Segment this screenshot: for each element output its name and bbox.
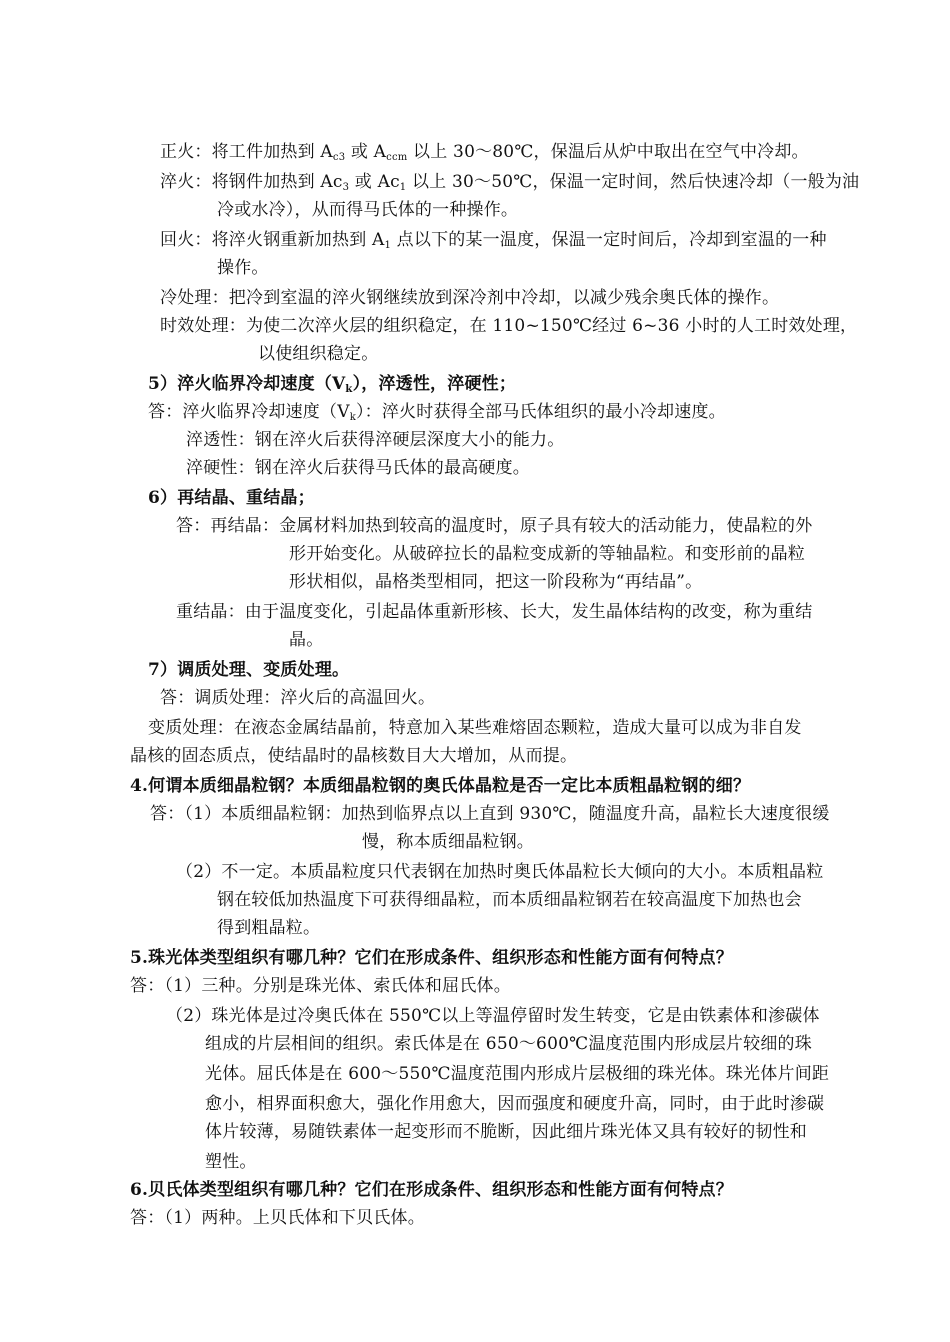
question-5-answer-1: 答：（1）三种。分别是珠光体、索氏体和屈氏体。: [130, 976, 511, 996]
question-5-heading: 5.珠光体类型组织有哪几种？它们在形成条件、组织形态和性能方面有何特点？: [130, 948, 733, 968]
section-6-answer-4: 重结晶：由于温度变化，引起晶体重新形核、长大，发生晶体结构的改变，称为重结: [176, 602, 813, 622]
aging-definition: 时效处理：为使二次淬火层的组织稳定，在 110~150℃经过 6~36 小时的人工时效处理，: [160, 316, 858, 336]
question-4-heading: 4.何谓本质细晶粒钢？本质细晶粒钢的奥氏体晶粒是否一定比本质粗晶粒钢的细？: [130, 776, 751, 796]
tempering-definition: 回火：将淬火钢重新加热到 $A_1$ 点以下的某一温度，保温一定时间后，冷却到室温的一种: [160, 230, 827, 251]
cold-treatment-definition: 冷处理：把冷到室温的淬火钢继续放到深冷剂中冷却，以减少残余奥氏体的操作。: [160, 288, 780, 308]
section-7-answer-1: 答：调质处理：淬火后的高温回火。: [160, 688, 436, 708]
question-5-answer-3: 组成的片层相间的组织。索氏体是在 650～600℃温度范围内形成层片较细的珠: [205, 1034, 812, 1054]
section-7-heading: 7）调质处理、变质处理。: [148, 660, 350, 680]
section-6-heading: 6）再结晶、重结晶；: [148, 488, 315, 508]
section-5-answer-3: 淬硬性：钢在淬火后获得马氏体的最高硬度。: [186, 458, 530, 478]
question-5-answer-4: 光体。屈氏体是在 600～550℃温度范围内形成片层极细的珠光体。珠光体片间距: [205, 1064, 830, 1084]
question-6-answer-1: 答：（1）两种。上贝氏体和下贝氏体。: [130, 1208, 425, 1228]
quenching-definition-continued: 冷或水冷），从而得马氏体的一种操作。: [217, 200, 519, 220]
section-7-answer-2: 变质处理：在液态金属结晶前，特意加入某些难熔固态颗粒，造成大量可以成为非自发: [148, 718, 802, 738]
section-6-answer-2: 形开始变化。从破碎拉长的晶粒变成新的等轴晶粒。和变形前的晶粒: [289, 544, 805, 564]
question-4-answer-3: （2）不一定。本质晶粒度只代表钢在加热时奥氏体晶粒长大倾向的大小。本质粗晶粒: [176, 862, 824, 882]
section-5-answer-2: 淬透性：钢在淬火后获得淬硬层深度大小的能力。: [186, 430, 565, 450]
section-6-answer-1: 答：再结晶：金属材料加热到较高的温度时，原子具有较大的活动能力，使晶粒的外: [176, 516, 813, 536]
question-6-heading: 6.贝氏体类型组织有哪几种？它们在形成条件、组织形态和性能方面有何特点？: [130, 1180, 733, 1200]
question-4-answer-5: 得到粗晶粒。: [217, 918, 321, 938]
question-4-answer-4: 钢在较低加热温度下可获得细晶粒，而本质细晶粒钢若在较高温度下加热也会: [217, 890, 802, 910]
question-5-answer-5: 愈小，相界面积愈大，强化作用愈大，因而强度和硬度升高，同时，由于此时渗碳: [205, 1094, 825, 1114]
section-7-answer-3: 晶核的固态质点，使结晶时的晶核数目大大增加，从而提。: [130, 746, 578, 766]
section-6-answer-5: 晶。: [289, 630, 324, 650]
aging-definition-continued: 以使组织稳定。: [258, 344, 379, 364]
question-4-answer-2: 慢，称本质细晶粒钢。: [362, 832, 534, 852]
tempering-definition-continued: 操作。: [217, 258, 269, 278]
normalizing-definition: 正火：将工件加热到 $A_{c3}$ 或 $A_{ccm}$ 以上 30～80℃，保温后从炉中取出在空气中冷却。: [160, 142, 809, 163]
question-5-answer-2: （2）珠光体是过冷奥氏体在 550℃以上等温停留时发生转变，它是由铁素体和渗碳体: [166, 1006, 820, 1026]
section-5-heading: 5）淬火临界冷却速度$(V_k)$，淬透性，淬硬性；: [148, 374, 517, 395]
question-5-answer-6: 体片较薄，易随铁素体一起变形而不脆断，因此细片珠光体又具有较好的韧性和: [205, 1122, 807, 1142]
quenching-definition: 淬火：将钢件加热到 $Ac_3$ 或 $Ac_1$ 以上 30～50℃，保温一定时间，然后快速冷却（一般为油: [160, 172, 860, 193]
question-5-answer-7: 塑性。: [205, 1152, 257, 1172]
question-4-answer-1: 答：（1）本质细晶粒钢：加热到临界点以上直到 930℃，随温度升高，晶粒长大速度很缓: [150, 804, 830, 824]
section-5-answer-1: 答：淬火临界冷却速度$(V_k)$：淬火时获得全部马氏体组织的最小冷却速度。: [148, 402, 726, 423]
section-6-answer-3: 形状相似，晶格类型相同，把这一阶段称为“再结晶”。: [289, 572, 703, 592]
